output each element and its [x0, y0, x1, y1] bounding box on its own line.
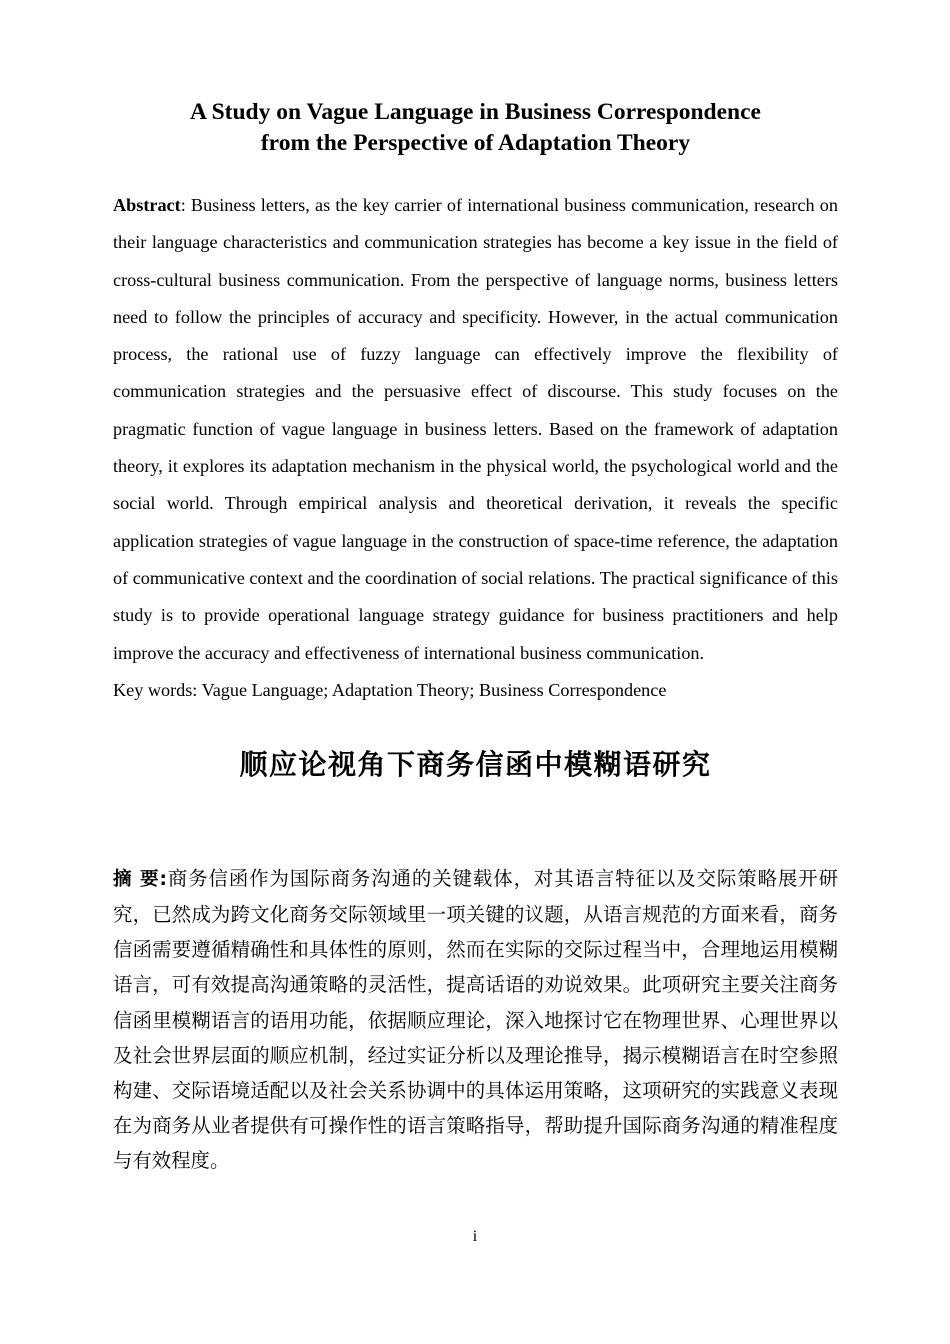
page-number: i	[472, 1228, 478, 1245]
english-abstract-label: Abstract	[113, 195, 181, 215]
english-abstract-paragraph	[113, 159, 838, 672]
english-title-line-1: A Study on Vague Language in Business Correspondence	[190, 99, 761, 125]
english-title	[113, 0, 838, 159]
page-content-column	[113, 0, 838, 1179]
chinese-abstract-paragraph	[113, 785, 838, 1179]
chinese-title: 顺应论视角下商务信函中模糊语研究	[239, 747, 712, 781]
chinese-abstract-label: 摘 要:	[113, 868, 167, 890]
english-keywords: Key words: Vague Language; Adaptation Theory; Business Correspondence	[113, 679, 667, 700]
english-abstract-body: : Business letters, as the key carrier of international business communication, research on their language characteristics and communication strategies has become a key issue in the field of cross-cultural business communication. From the perspective of language norms, business letters need to follow the principles of accuracy and specificity. However, in the actual communication process, the rational use of fuzzy language can effectively improve the flexibility of communication strategies and the persuasive effect of discourse. This study focuses on the pragmatic function of vague language in business letters. Based on the framework of adaptation theory, it explores its adaptation mechanism in the physical world, the psychological world and the social world. Through empirical analysis and theoretical derivation, it reveals the specific application strategies of vague language in the construction of space-time reference, the adaptation of communicative context and the coordination of social relations. The practical significance of this study is to provide operational language strategy guidance for business practitioners and help improve the accuracy and effectiveness of international business communication.	[113, 195, 838, 663]
chinese-abstract-body: 商务信函作为国际商务沟通的关键载体，对其语言特征以及交际策略展开研究，已然成为跨文化商务交际领域里一项关键的议题，从语言规范的方面来看，商务信函需要遵循精确性和具体性的原则，然而在实际的交际过程当中，合理地运用模糊语言，可有效提高沟通策略的灵活性，提高话语的劝说效果。此项研究主要关注商务信函里模糊语言的语用功能，依据顺应理论，深入地探讨它在物理世界、心理世界以及社会世界层面的顺应机制，经过实证分析以及理论推导，揭示模糊语言在时空参照构建、交际语境适配以及社会关系协调中的具体运用策略，这项研究的实践意义表现在为商务从业者提供有可操作性的语言策略指导，帮助提升国际商务沟通的精准程度与有效程度。	[113, 866, 838, 1173]
english-title-line-2: from the Perspective of Adaptation Theory	[260, 130, 691, 156]
